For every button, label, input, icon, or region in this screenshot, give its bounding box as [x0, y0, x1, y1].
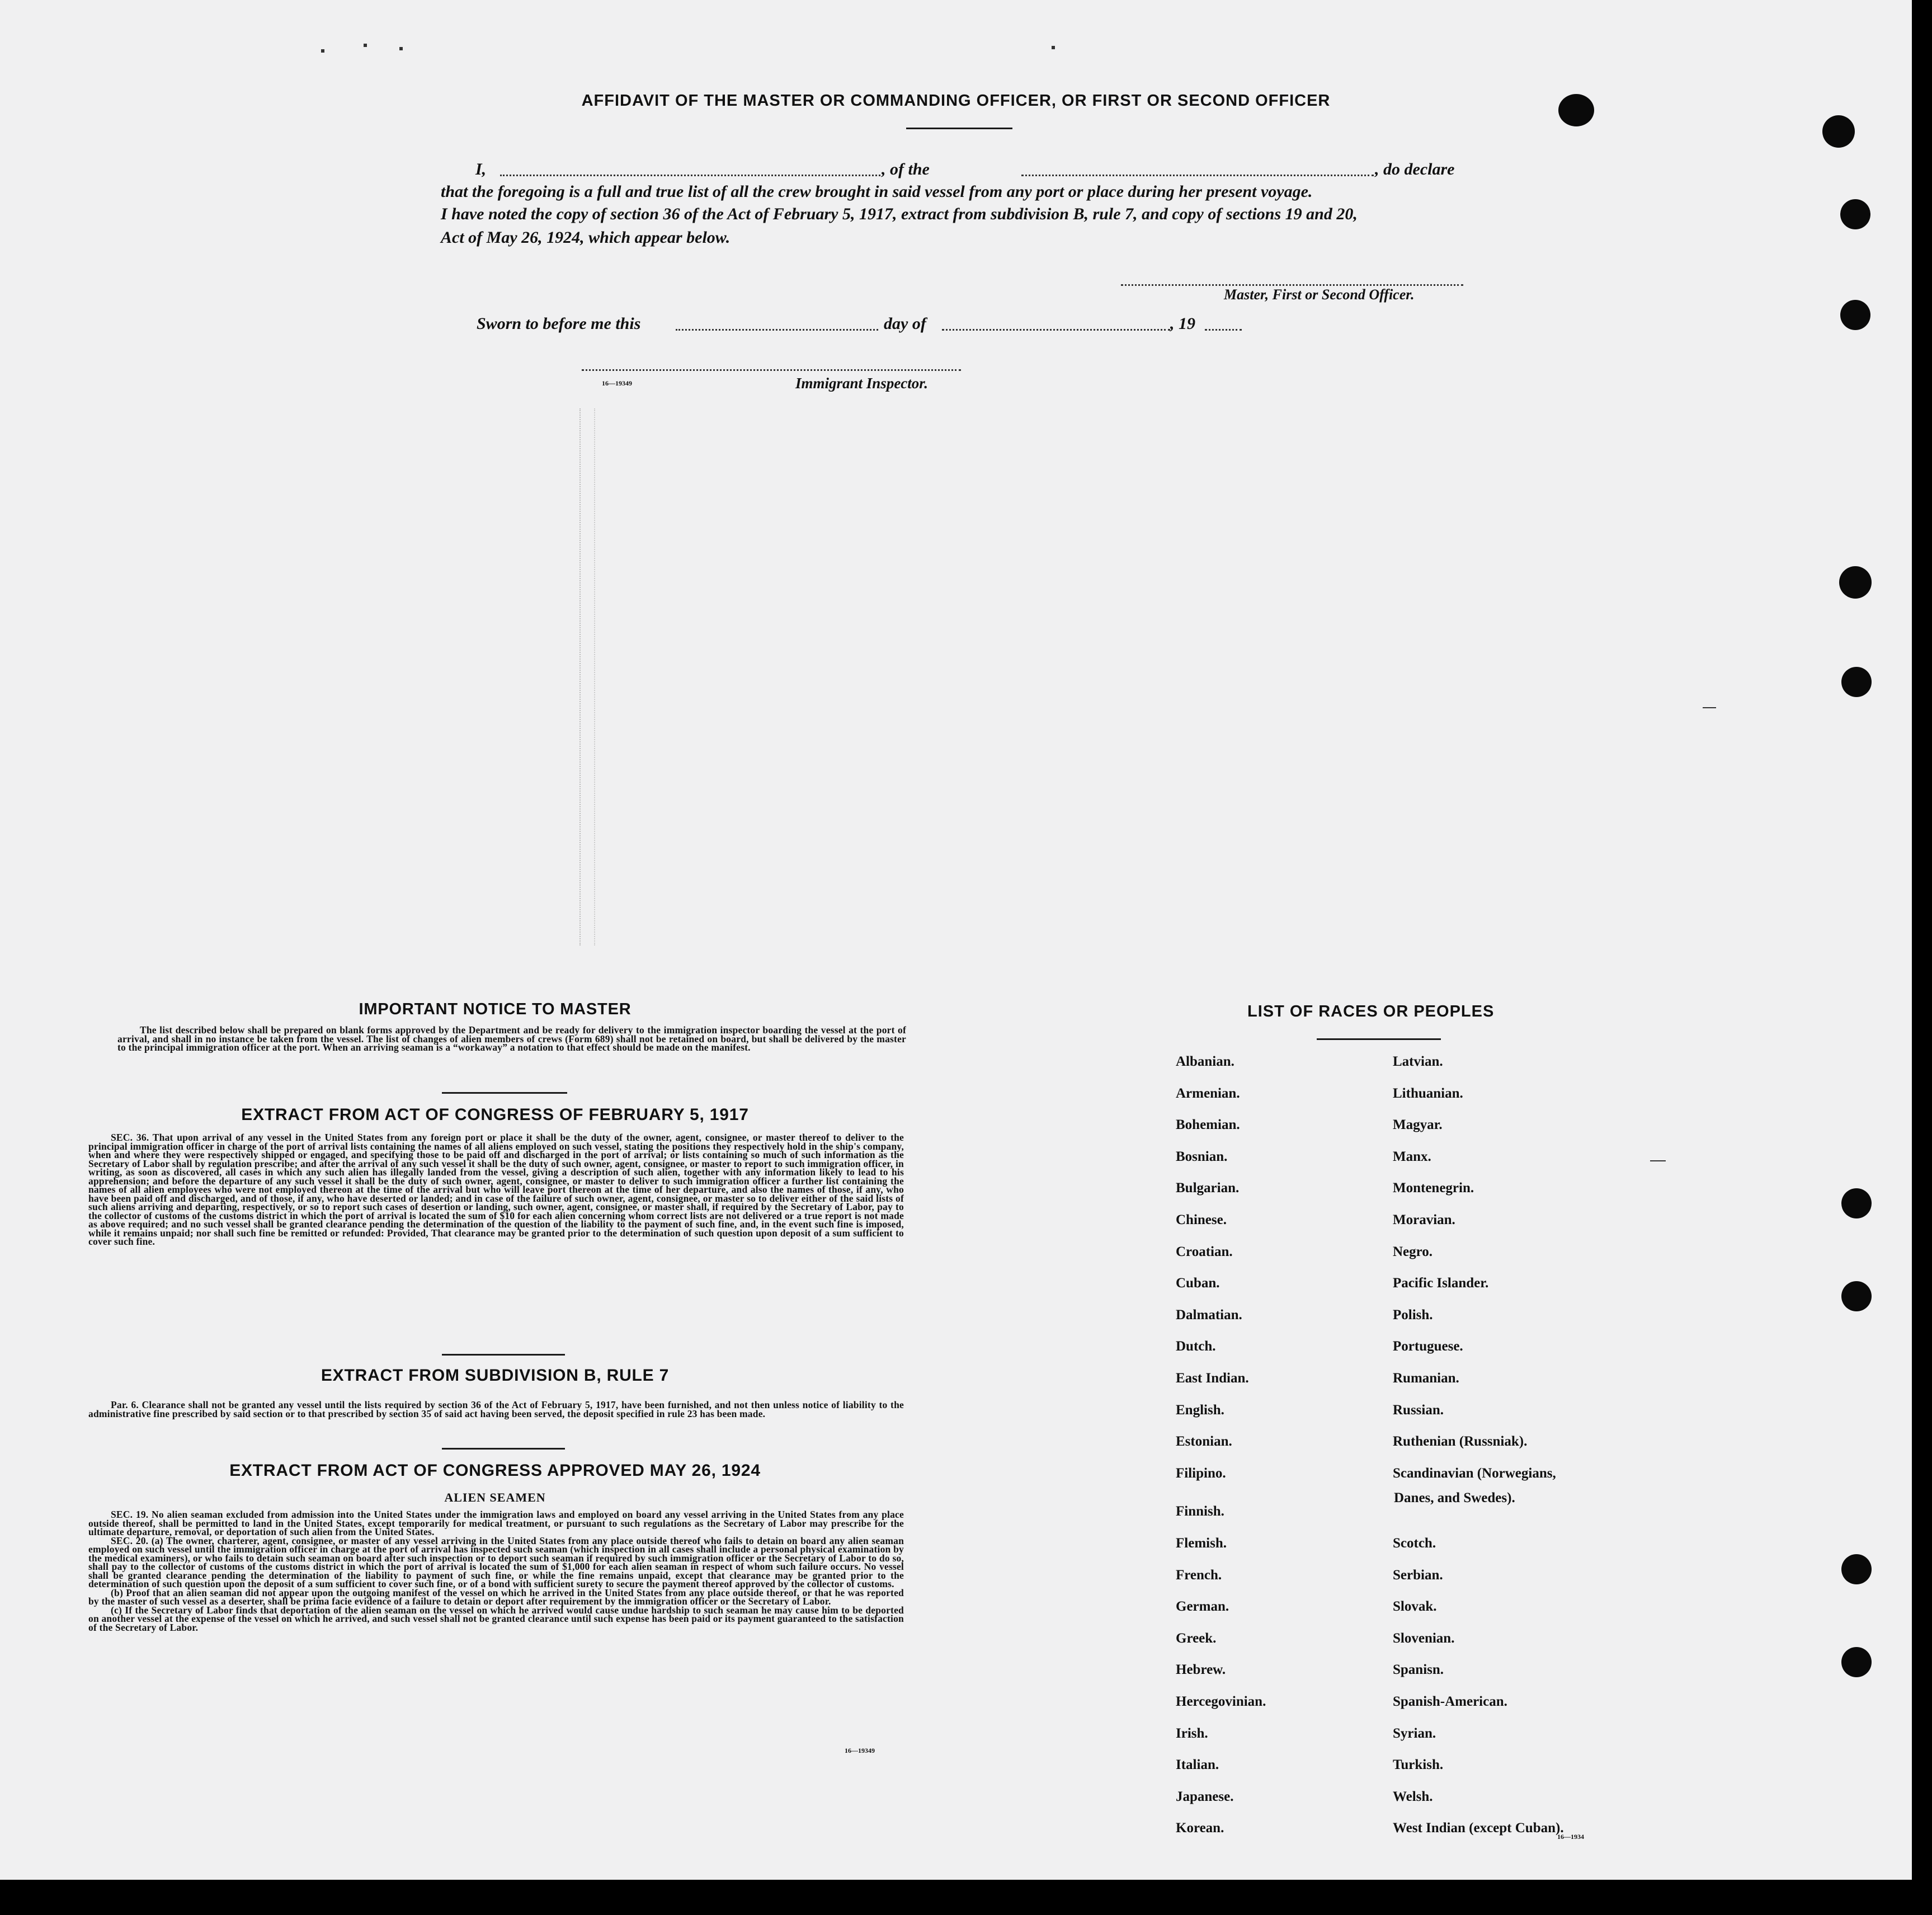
punch-hole: [1841, 1647, 1872, 1677]
affidavit-line-3: I have noted the copy of section 36 of the Act of February 5, 1917, extract from subdivision B, rule 7, and copy of sections 19 and 20,: [441, 205, 1358, 223]
race-item: Serbian.: [1393, 1568, 1443, 1583]
scan-speck: [1703, 707, 1716, 708]
scan-speck: [364, 44, 367, 47]
race-item: Negro.: [1393, 1244, 1433, 1259]
name-field[interactable]: [500, 175, 880, 176]
race-item: Scotch.: [1393, 1536, 1436, 1551]
race-item: Magyar.: [1393, 1117, 1443, 1132]
race-item: English.: [1176, 1403, 1224, 1418]
extract-1924-subtitle: ALIEN SEAMEN: [444, 1490, 546, 1504]
notice-title: IMPORTANT NOTICE TO MASTER: [359, 1000, 632, 1018]
race-item: Syrian.: [1393, 1726, 1436, 1741]
affidavit-line-1: [475, 160, 1482, 182]
punch-hole: [1841, 1554, 1872, 1584]
race-item: Ruthenian (Russniak).: [1393, 1434, 1528, 1449]
race-item: Turkish.: [1393, 1757, 1444, 1772]
scan-speck: [1052, 46, 1055, 49]
race-item: Polish.: [1393, 1307, 1433, 1323]
race-scandinavian-line-2: Danes, and Swedes).: [1394, 1490, 1515, 1505]
extract-rule7-title: EXTRACT FROM SUBDIVISION B, RULE 7: [321, 1366, 670, 1385]
race-item: Manx.: [1393, 1149, 1431, 1164]
race-item: Croatian.: [1176, 1244, 1233, 1259]
scan-speck: [321, 49, 324, 53]
race-item: Japanese.: [1176, 1789, 1234, 1804]
punch-hole: [1841, 667, 1872, 697]
race-item: Lithuanian.: [1393, 1086, 1463, 1101]
title-underline: [906, 128, 1012, 129]
extract-1917-paragraph: SEC. 36. That upon arrival of any vessel in the United States from any foreign port or place it shall be the duty of the owner, agent, consignee, or master thereof to deliver to the principal immigration officer in charge of the port of arrival lists containing the names of all aliens employed on such vessel, stating the positions they respectively hold in the ship's company, when and where they were respectively shipped or engaged, and specifying those to be paid off and discharged in the port of arrival; or lists containing so much of such information as the Secretary of Labor shall by regulation prescribe; and after the arrival of any such vessel it shall be the duty of such owner, agent, consignee, or master to report to such immigration officer, in writing, as soon as discovered, all cases in which any such alien has illegally landed from the vessel, giving a description of such alien, together with any information likely to lead to his apprehension; and before the departure of any such vessel it shall be the duty of such owner, agent, consignee, or master to deliver to such immigration officer a further list containing the names of all alien employees who were not employed thereon at the time of the arrival but who will leave port thereon at the time of her departure, and also the names of those, if any, who have been paid off and discharged, and of those, if any, who have deserted or landed; and in case of the failure of such owner, agent, consignee, or master so to deliver either of the said lists of such aliens arriving and departing, respectively, or so to report such cases of desertion or landing, such owner, agent, consignee, or master shall, if required by the Secretary of Labor, pay to the collector of customs of the customs district in which the port of arrival is located the sum of $10 for each alien concerning whom correct lists are not delivered or a true report is not made as above required; and no such vessel shall be granted clearance pending the determination of the question of the liability to the payment of such fine, and, in the event such fine is imposed, while it remains unpaid; nor shall such fine be remitted or refunded: Provided, That clearance may be granted prior to the determination of such question upon deposit of a sum sufficient to cover such fine.: [88, 1132, 904, 1247]
form-number-bottom: 16—19349: [845, 1747, 875, 1754]
race-item: Portuguese.: [1393, 1339, 1463, 1354]
extract-rule7-text: [88, 1401, 904, 1418]
extract-1924-sec20b: (b) Proof that an alien seaman did not appear upon the outgoing manifest of the vessel on which he arrived in the United States from any place outside thereof, or that he was reported by the master of such vessel as a deserter, shall be prima facie evidence of a failure to detain or deport after requirement by the immigration officer or the Secretary of Labor.: [88, 1587, 904, 1607]
extract-1924-sec20c: (c) If the Secretary of Labor finds that deportation of the alien seaman on the vessel on which he arrived would cause undue hardship to such seaman he may cause him to be deported on another vessel at the expense of the vessel on which he arrived, and such vessel shall not be granted clearance until such expense has been paid or its payment guaranteed to the satisfaction of the Secretary of Labor.: [88, 1604, 904, 1633]
inspector-label: Immigrant Inspector.: [795, 375, 929, 392]
notice-paragraph: The list described below shall be prepared on blank forms approved by the Department and be ready for delivery to the immigration inspector boarding the vessel at the port of arrival, and shall in no instance be taken from the vessel. The list of changes of alien members of crews (Form 689) shall not be retained on board, but shall be delivered by the master to the principal immigration officer at the port. When an arriving seaman is a “workaway” a notation to that effect should be made on the manifest.: [117, 1024, 906, 1053]
scan-speck: [1650, 1160, 1666, 1161]
race-item: Rumanian.: [1393, 1371, 1459, 1386]
race-item: Bosnian.: [1176, 1149, 1228, 1164]
extract-1924-text: [88, 1511, 904, 1632]
affidavit-title: AFFIDAVIT OF THE MASTER OR COMMANDING OFFICER, OR FIRST OR SECOND OFFICER: [581, 92, 1331, 110]
extract-rule7-paragraph: Par. 6. Clearance shall not be granted any vessel until the lists required by section 36 of the Act of February 5, 1917, have been furnished, and not then unless notice of liability to the administrative fine prescribed by said section or to that prescribed by section 35 of said act having been served, the deposit specified in rule 23 has been made.: [88, 1399, 904, 1419]
race-item: Estonian.: [1176, 1434, 1232, 1449]
race-item: Korean.: [1176, 1820, 1224, 1836]
punch-hole: [1839, 566, 1872, 599]
sworn-year-field[interactable]: [1205, 329, 1242, 331]
race-item: Flemish.: [1176, 1536, 1227, 1551]
sworn-label: Sworn to before me this: [477, 314, 641, 333]
section-divider: [442, 1448, 565, 1450]
year-label: , 19: [1170, 314, 1195, 333]
race-item: Greek.: [1176, 1631, 1217, 1646]
race-item: Slovak.: [1393, 1599, 1437, 1614]
race-item: Latvian.: [1393, 1054, 1443, 1069]
race-item: Filipino.: [1176, 1466, 1226, 1481]
race-item: Irish.: [1176, 1726, 1208, 1741]
race-item: Welsh.: [1393, 1789, 1433, 1804]
sworn-line: [477, 314, 1260, 337]
race-item: East Indian.: [1176, 1371, 1249, 1386]
affidavit-line-2: that the foregoing is a full and true list of all the crew brought in said vessel from any port or place during her present voyage.: [441, 182, 1313, 201]
extract-1917-title: EXTRACT FROM ACT OF CONGRESS OF FEBRUARY 5, 1917: [241, 1105, 749, 1124]
extract-1924-sec19: SEC. 19. No alien seaman excluded from admission into the United States under the immigration laws and employed on board any vessel arriving in the United States from any place outside thereof, shall be permitted to land in the United States, except temporarily for medical treatment, or pursuant to such regulations as the Secretary of Labor may prescribe for the ultimate departure, removal, or deportation of such alien from the United States.: [88, 1509, 904, 1537]
race-item: Pacific Islander.: [1393, 1276, 1489, 1291]
race-item: West Indian (except Cuban).: [1393, 1820, 1564, 1836]
section-divider: [442, 1092, 567, 1094]
races-title: LIST OF RACES OR PEOPLES: [1247, 1003, 1495, 1020]
do-declare-label: , do declare: [1375, 160, 1455, 178]
extract-1924-sec20a: SEC. 20. (a) The owner, charterer, agent, consignee, or master of any vessel arriving in the United States from any place outside thereof who fails to detain on board any alien seaman employed on such vessel until the immigration officer in charge at the port of arrival has inspected such seaman (which inspection in all cases shall include a personal physical examination by the medical examiners), or who fails to detain such seaman on board after such inspection or to deport such seaman if required by such immigration officer or the Secretary of Labor to do so, shall pay to the collector of customs of the customs district in which the port of arrival is located the sum of $1,000 for each alien seaman in respect of whom such failure occurs. No vessel shall be granted clearance pending the determination of the liability to payment of such fine, or while the fine remains unpaid, except that clearance may be granted prior to the determination of such question upon the deposit of a sum sufficient to cover such fine, or of a bond with sufficient surety to secure the payment thereof approved by the collector of customs.: [88, 1535, 904, 1589]
race-item: Finnish.: [1176, 1504, 1224, 1519]
faint-column-line: [594, 408, 595, 945]
affidavit-line-4: Act of May 26, 1924, which appear below.: [441, 228, 731, 247]
race-item: Bohemian.: [1176, 1117, 1240, 1132]
race-item: Armenian.: [1176, 1086, 1240, 1101]
master-signature-field[interactable]: [1121, 284, 1463, 286]
sworn-month-field[interactable]: [942, 329, 1170, 331]
race-item: Montenegrin.: [1393, 1180, 1474, 1196]
form-number: 16—19349: [602, 379, 632, 387]
race-item: Moravian.: [1393, 1212, 1455, 1227]
race-item: Spanish-American.: [1393, 1694, 1507, 1709]
faint-column-line: [579, 408, 581, 945]
punch-hole: [1840, 199, 1870, 229]
scan-speck: [399, 47, 403, 50]
race-item: Albanian.: [1176, 1054, 1234, 1069]
extract-1924-title: EXTRACT FROM ACT OF CONGRESS APPROVED MAY 26, 1924: [229, 1461, 761, 1480]
punch-hole: [1841, 1281, 1872, 1311]
race-item: German.: [1176, 1599, 1229, 1614]
day-of-label: day of: [884, 314, 926, 333]
races-underline: [1317, 1038, 1441, 1040]
master-signature-label: Master, First or Second Officer.: [1224, 286, 1415, 303]
race-item: Russian.: [1393, 1403, 1444, 1418]
race-item: Cuban.: [1176, 1276, 1220, 1291]
race-item: Hebrew.: [1176, 1662, 1226, 1677]
race-item: French.: [1176, 1568, 1222, 1583]
race-item: Italian.: [1176, 1757, 1219, 1772]
race-item: Dalmatian.: [1176, 1307, 1242, 1323]
i-label: I,: [475, 160, 487, 178]
section-divider: [442, 1354, 565, 1356]
punch-hole: [1822, 115, 1855, 148]
punch-hole: [1841, 1188, 1872, 1218]
race-item: Scandinavian (Norwegians,: [1393, 1466, 1556, 1481]
notice-text: [117, 1026, 906, 1052]
extract-1917-text: [88, 1133, 904, 1246]
race-item: Chinese.: [1176, 1212, 1227, 1227]
sworn-day-field[interactable]: [676, 329, 878, 331]
inspector-signature-field[interactable]: [582, 369, 961, 371]
race-item: Bulgarian.: [1176, 1180, 1240, 1196]
races-form-number: 16—1934: [1557, 1833, 1584, 1841]
race-item: Slovenian.: [1393, 1631, 1455, 1646]
punch-hole: [1840, 300, 1870, 330]
race-item: Dutch.: [1176, 1339, 1216, 1354]
vessel-field[interactable]: [1021, 175, 1374, 176]
race-item: Spanisn.: [1393, 1662, 1444, 1677]
race-item: Hercegovinian.: [1176, 1694, 1266, 1709]
of-the-label: , of the: [882, 160, 930, 178]
